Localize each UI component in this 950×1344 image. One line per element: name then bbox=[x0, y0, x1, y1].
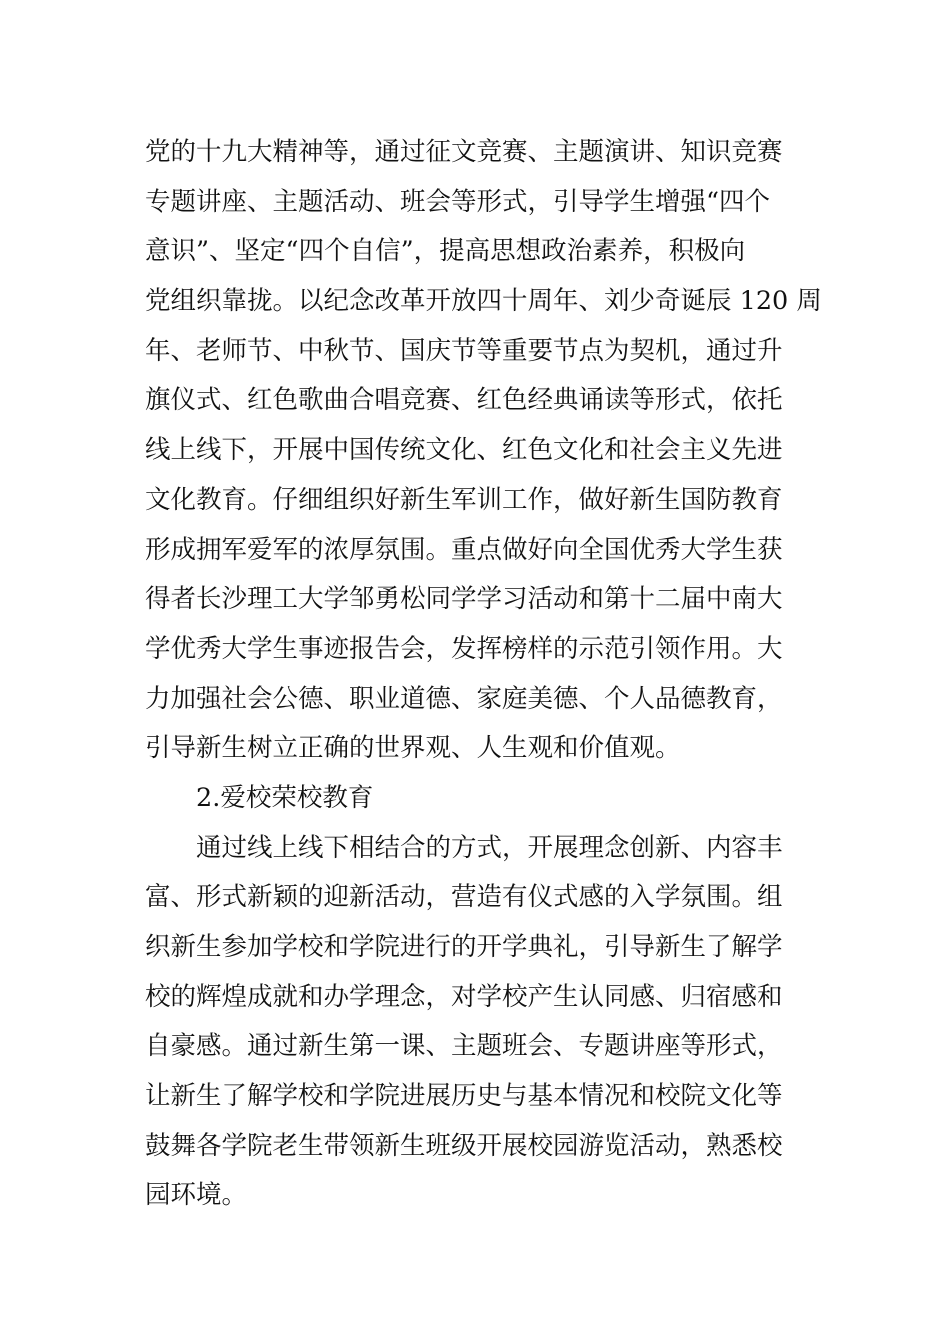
text-line: 党组织靠拢。以纪念改革开放四十周年、刘少奇诞辰 120 周 bbox=[145, 286, 822, 317]
document-body bbox=[145, 128, 822, 1221]
text-line: 得者长沙理工大学邹勇松同学学习活动和第十二届中南大 bbox=[145, 584, 783, 615]
text-line: 文化教育。仔细组织好新生军训工作，做好新生国防教育 bbox=[145, 484, 783, 515]
text-line: 通过线上线下相结合的方式，开展理念创新、内容丰 bbox=[196, 832, 783, 863]
text-line: 鼓舞各学院老生带领新生班级开展校园游览活动，熟悉校 bbox=[145, 1130, 783, 1161]
text-line: 旗仪式、红色歌曲合唱竞赛、红色经典诵读等形式，依托 bbox=[145, 385, 783, 416]
text-line: 引导新生树立正确的世界观、人生观和价值观。 bbox=[145, 733, 681, 764]
text-line: 年、老师节、中秋节、国庆节等重要节点为契机，通过升 bbox=[145, 335, 783, 366]
text-line: 校的辉煌成就和办学理念，对学校产生认同感、归宿感和 bbox=[145, 981, 783, 1012]
text-line: 党的十九大精神等，通过征文竞赛、主题演讲、知识竞赛 bbox=[145, 137, 783, 167]
paragraph-school-pride-education bbox=[145, 824, 810, 1222]
section-heading: 2.爱校荣校教育 bbox=[196, 782, 374, 813]
text-line: 园环境。 bbox=[145, 1180, 248, 1211]
text-line: 意识”、坚定“四个自信”，提高思想政治素养，积极向 bbox=[145, 236, 746, 267]
paragraph-ideological-education bbox=[145, 128, 822, 774]
text-line: 富、形式新颖的迎新活动，营造有仪式感的入学氛围。组 bbox=[145, 882, 783, 913]
text-line: 学优秀大学生事迹报告会，发挥榜样的示范引领作用。大 bbox=[145, 633, 783, 664]
text-line: 力加强社会公德、职业道德、家庭美德、个人品德教育， bbox=[145, 683, 783, 714]
text-line: 线上线下，开展中国传统文化、红色文化和社会主义先进 bbox=[145, 435, 783, 466]
text-line: 织新生参加学校和学院进行的开学典礼，引导新生了解学 bbox=[145, 932, 783, 962]
text-line: 自豪感。通过新生第一课、主题班会、专题讲座等形式， bbox=[145, 1031, 783, 1062]
text-line: 让新生了解学校和学院进展历史与基本情况和校院文化等 bbox=[145, 1081, 783, 1112]
text-line: 专题讲座、主题活动、班会等形式，引导学生增强“四个 bbox=[145, 186, 771, 217]
text-line: 形成拥军爱军的浓厚氛围。重点做好向全国优秀大学生获 bbox=[145, 534, 783, 565]
